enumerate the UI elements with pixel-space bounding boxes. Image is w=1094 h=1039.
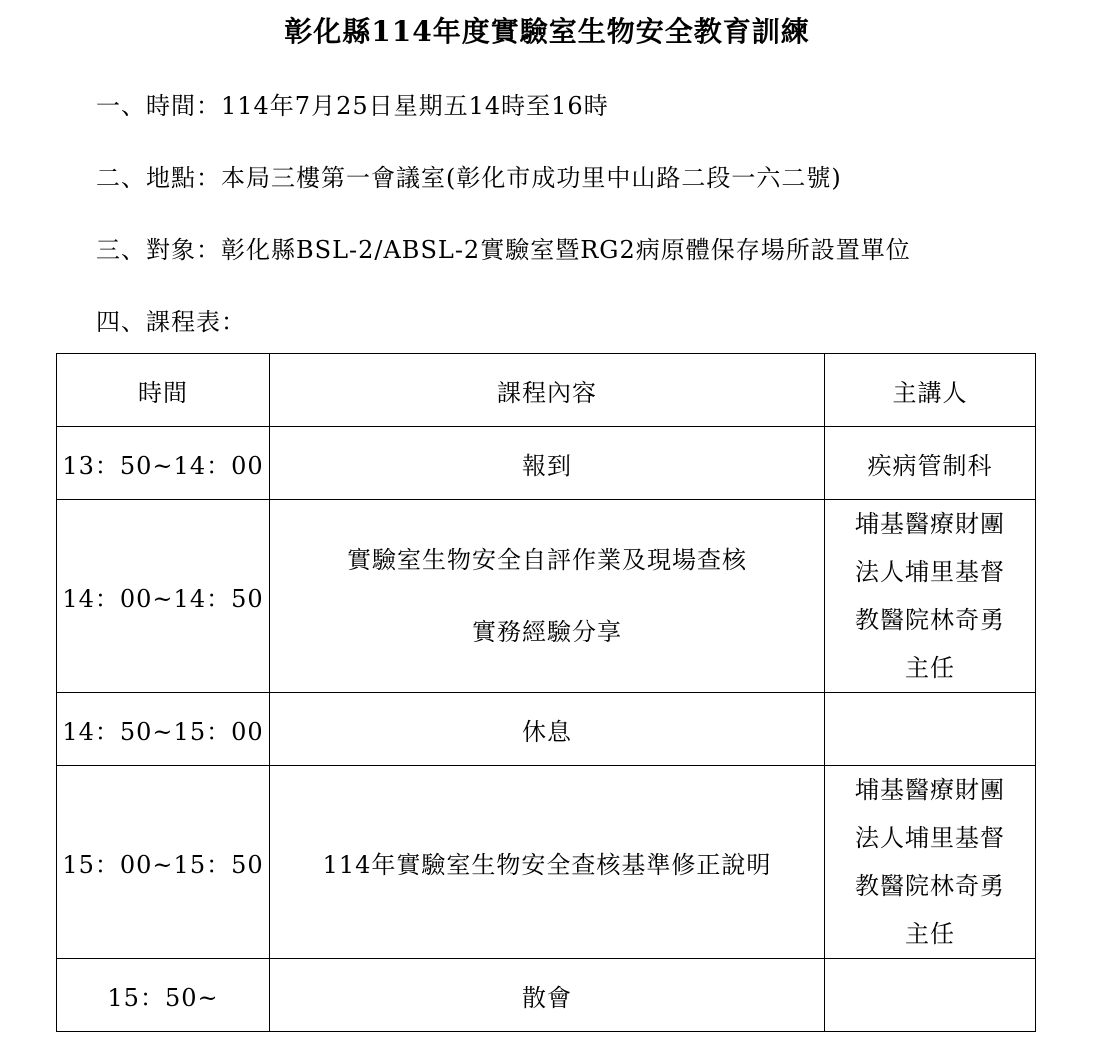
table-row (57, 500, 1036, 693)
cell-content-line: 報到 (522, 451, 572, 480)
info-time: 一、時間：114年7月25日星期五14時至16時 (96, 92, 609, 120)
cell-content-line: 散會 (522, 983, 572, 1012)
header-speaker: 主講人 (825, 354, 1036, 427)
cell-speaker (825, 427, 1036, 500)
header-time: 時間 (57, 354, 270, 427)
schedule-table (56, 353, 1036, 1032)
table-header-row (57, 354, 1036, 427)
cell-content (270, 427, 825, 500)
cell-speaker (825, 959, 1036, 1032)
cell-speaker-line: 教醫院林奇勇 (855, 606, 1005, 634)
cell-content-line: 休息 (522, 717, 572, 746)
cell-speaker (825, 693, 1036, 766)
cell-speaker (825, 766, 1036, 959)
table-row (57, 959, 1036, 1032)
cell-content (270, 959, 825, 1032)
table-row (57, 427, 1036, 500)
cell-time: 15：00~15：50 (57, 766, 270, 959)
cell-speaker-line: 法人埔里基督 (855, 824, 1005, 852)
cell-time: 14：50~15：00 (57, 693, 270, 766)
cell-content-line: 114年實驗室生物安全查核基準修正說明 (322, 850, 772, 879)
header-content: 課程內容 (270, 354, 825, 427)
cell-time: 14：00~14：50 (57, 500, 270, 693)
cell-speaker-line: 埔基醫療財團 (855, 510, 1005, 538)
cell-time: 13：50~14：00 (57, 427, 270, 500)
cell-speaker-line: 埔基醫療財團 (855, 776, 1005, 804)
cell-speaker-line: 法人埔里基督 (855, 558, 1005, 586)
cell-time: 15：50~ (57, 959, 270, 1032)
cell-speaker (825, 500, 1036, 693)
cell-content (270, 500, 825, 693)
cell-content-line: 實驗室生物安全自評作業及現場查核 (347, 546, 747, 574)
cell-content-line: 實務經驗分享 (472, 618, 622, 646)
cell-speaker-line: 教醫院林奇勇 (855, 872, 1005, 900)
cell-speaker-line: 主任 (905, 920, 955, 948)
info-location: 二、地點：本局三樓第一會議室(彰化市成功里中山路二段一六二號) (96, 164, 842, 192)
cell-content (270, 766, 825, 959)
cell-speaker-line: 主任 (905, 654, 955, 682)
info-schedule-heading: 四、課程表： (96, 308, 246, 336)
table-row (57, 766, 1036, 959)
page-title: 彰化縣114年度實驗室生物安全教育訓練 (284, 15, 810, 48)
cell-speaker-line: 疾病管制科 (867, 451, 993, 480)
table-row (57, 693, 1036, 766)
cell-content (270, 693, 825, 766)
info-audience: 三、對象：彰化縣BSL-2/ABSL-2實驗室暨RG2病原體保存場所設置單位 (96, 236, 911, 264)
